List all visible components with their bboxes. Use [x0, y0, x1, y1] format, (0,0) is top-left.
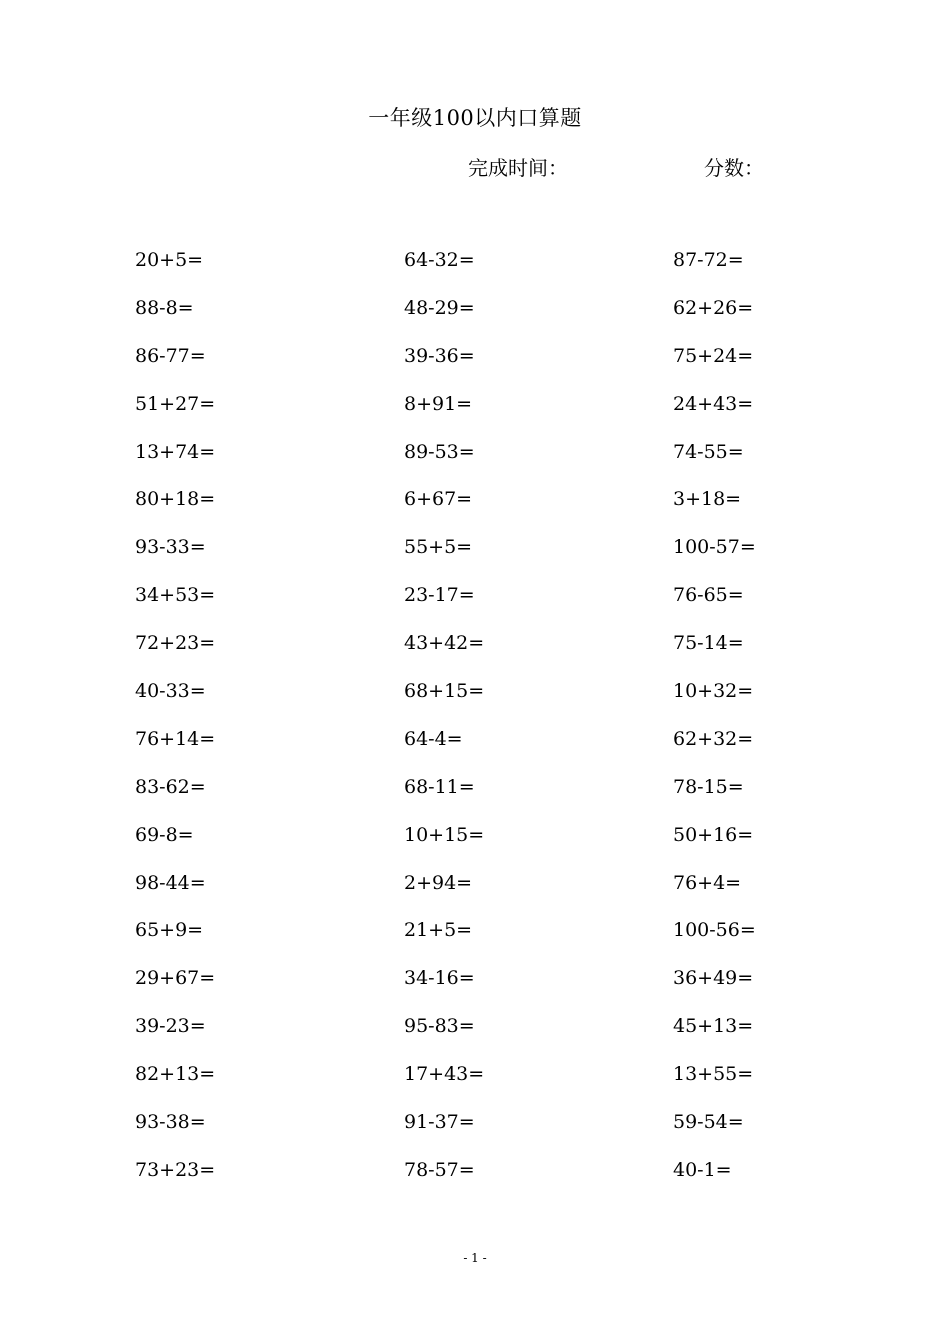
problem-item: 62+32=	[673, 727, 754, 750]
problem-item: 76+14=	[135, 727, 216, 750]
problem-row	[0, 774, 950, 822]
problem-item: 48-29=	[404, 296, 475, 319]
problem-item: 29+67=	[135, 967, 216, 990]
problem-item: 51+27=	[135, 392, 216, 415]
problem-row	[0, 295, 950, 343]
problem-item: 100-57=	[673, 536, 756, 559]
problem-item: 87-72=	[673, 249, 744, 271]
problem-item: 34+53=	[135, 584, 216, 607]
problem-item: 39-23=	[135, 1015, 206, 1038]
completion-time-label: 完成时间：	[468, 156, 568, 180]
problem-grid	[0, 247, 950, 1205]
problem-item: 88-8=	[135, 296, 194, 319]
problem-item: 82+13=	[135, 1063, 216, 1086]
problem-row	[0, 582, 950, 630]
problem-row	[0, 917, 950, 965]
problem-item: 74-55=	[673, 440, 744, 463]
problem-item: 13+55=	[673, 1063, 754, 1086]
problem-item: 69-8=	[135, 823, 194, 846]
problem-item: 55+5=	[404, 536, 473, 559]
problem-item: 86-77=	[135, 344, 206, 367]
problem-row	[0, 965, 950, 1013]
problem-item: 45+13=	[673, 1015, 754, 1038]
problem-item: 10+32=	[673, 680, 754, 703]
problem-item: 20+5=	[135, 249, 204, 271]
problem-row	[0, 822, 950, 870]
problem-row	[0, 870, 950, 918]
problem-item: 78-57=	[404, 1158, 475, 1181]
problem-item: 80+18=	[135, 488, 216, 511]
problem-item: 34-16=	[404, 967, 475, 990]
problem-item: 93-38=	[135, 1111, 206, 1134]
problem-item: 10+15=	[404, 823, 485, 846]
problem-row	[0, 1013, 950, 1061]
problem-item: 24+43=	[673, 392, 754, 415]
problem-row	[0, 726, 950, 774]
problem-item: 8+91=	[404, 392, 473, 415]
problem-item: 75-14=	[673, 632, 744, 655]
problem-item: 43+42=	[404, 632, 485, 655]
problem-row	[0, 678, 950, 726]
problem-row	[0, 486, 950, 534]
score-label: 分数：	[704, 156, 764, 180]
problem-item: 73+23=	[135, 1158, 216, 1181]
problem-item: 40-33=	[135, 680, 206, 703]
problem-item: 40-1=	[673, 1158, 732, 1181]
problem-item: 13+74=	[135, 440, 216, 463]
problem-item: 100-56=	[673, 919, 756, 942]
problem-item: 17+43=	[404, 1063, 485, 1086]
problem-item: 95-83=	[404, 1015, 475, 1038]
problem-item: 64-4=	[404, 727, 463, 750]
problem-item: 89-53=	[404, 440, 475, 463]
problem-item: 76-65=	[673, 584, 744, 607]
problem-item: 72+23=	[135, 632, 216, 655]
problem-item: 75+24=	[673, 344, 754, 367]
problem-item: 83-62=	[135, 775, 206, 798]
problem-item: 3+18=	[673, 488, 742, 511]
problem-row	[0, 1157, 950, 1205]
page-number: - 1 -	[463, 1251, 487, 1265]
worksheet-title: 一年级100以内口算题	[368, 106, 582, 130]
problem-item: 50+16=	[673, 823, 754, 846]
problem-item: 68-11=	[404, 775, 475, 798]
problem-item: 64-32=	[404, 249, 475, 271]
problem-row	[0, 391, 950, 439]
problem-row	[0, 1061, 950, 1109]
problem-item: 98-44=	[135, 871, 206, 894]
problem-item: 21+5=	[404, 919, 473, 942]
problem-row	[0, 343, 950, 391]
problem-item: 39-36=	[404, 344, 475, 367]
problem-item: 6+67=	[404, 488, 473, 511]
problem-item: 36+49=	[673, 967, 754, 990]
problem-item: 93-33=	[135, 536, 206, 559]
problem-row	[0, 247, 950, 295]
problem-item: 68+15=	[404, 680, 485, 703]
problem-row	[0, 534, 950, 582]
problem-item: 62+26=	[673, 296, 754, 319]
problem-row	[0, 1109, 950, 1157]
problem-item: 2+94=	[404, 871, 473, 894]
problem-item: 78-15=	[673, 775, 744, 798]
problem-item: 76+4=	[673, 871, 742, 894]
problem-row	[0, 630, 950, 678]
problem-item: 59-54=	[673, 1111, 744, 1134]
problem-row	[0, 439, 950, 487]
problem-item: 23-17=	[404, 584, 475, 607]
problem-item: 91-37=	[404, 1111, 475, 1134]
problem-item: 65+9=	[135, 919, 204, 942]
